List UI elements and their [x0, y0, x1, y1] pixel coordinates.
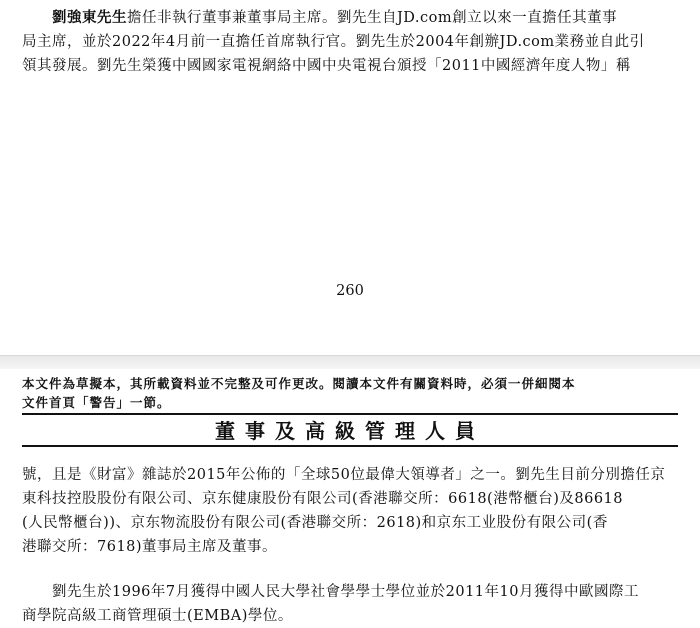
education-paragraph	[22, 580, 678, 628]
disclaimer-line: 文件首頁「警告」一節。	[22, 395, 171, 410]
section-title: 董事及高級管理人員	[215, 419, 485, 443]
director-name: 劉強東先生	[52, 9, 127, 26]
education-line: 商學院高級工商管理碩士(EMBA)學位。	[22, 608, 293, 624]
bio-line: 局主席，並於2022年4月前一直擔任首席執行官。劉先生於2004年創辦JD.com業務並自此引	[22, 34, 645, 50]
bio-paragraph-continued	[22, 463, 678, 559]
bio-paragraph-top	[22, 6, 678, 78]
bio-line: 號，且是《財富》雜誌於2015年公佈的「全球50位最偉大領導者」之一。劉先生目前分別擔任京	[22, 467, 666, 483]
draft-disclaimer	[22, 374, 678, 412]
section-header	[22, 413, 678, 447]
disclaimer-line: 本文件為草擬本，其所載資料並不完整及可作更改。閱讀本文件有關資料時，必須一併細閱本	[22, 376, 576, 391]
education-line: 劉先生於1996年7月獲得中國人民大學社會學學士學位並於2011年10月獲得中歐國際工	[52, 584, 639, 600]
bio-line: 東科技控股股份有限公司、京东健康股份有限公司(香港聯交所：6618(港幣櫃台)及86618	[22, 491, 623, 507]
page-number: 260	[336, 283, 364, 299]
bio-line	[22, 6, 678, 30]
bio-line: 領其發展。劉先生榮獲中國國家電視網絡中國中央電視台頒授「2011中國經濟年度人物」稱	[22, 58, 631, 74]
bio-line: (人民幣櫃台))、京东物流股份有限公司(香港聯交所：2618)和京东工业股份有限公司(香	[22, 515, 608, 531]
bio-line: 港聯交所：7618)董事局主席及董事。	[22, 539, 278, 555]
bio-text: 擔任非執行董事兼董事局主席。劉先生自JD.com創立以來一直擔任其董事	[127, 10, 618, 26]
